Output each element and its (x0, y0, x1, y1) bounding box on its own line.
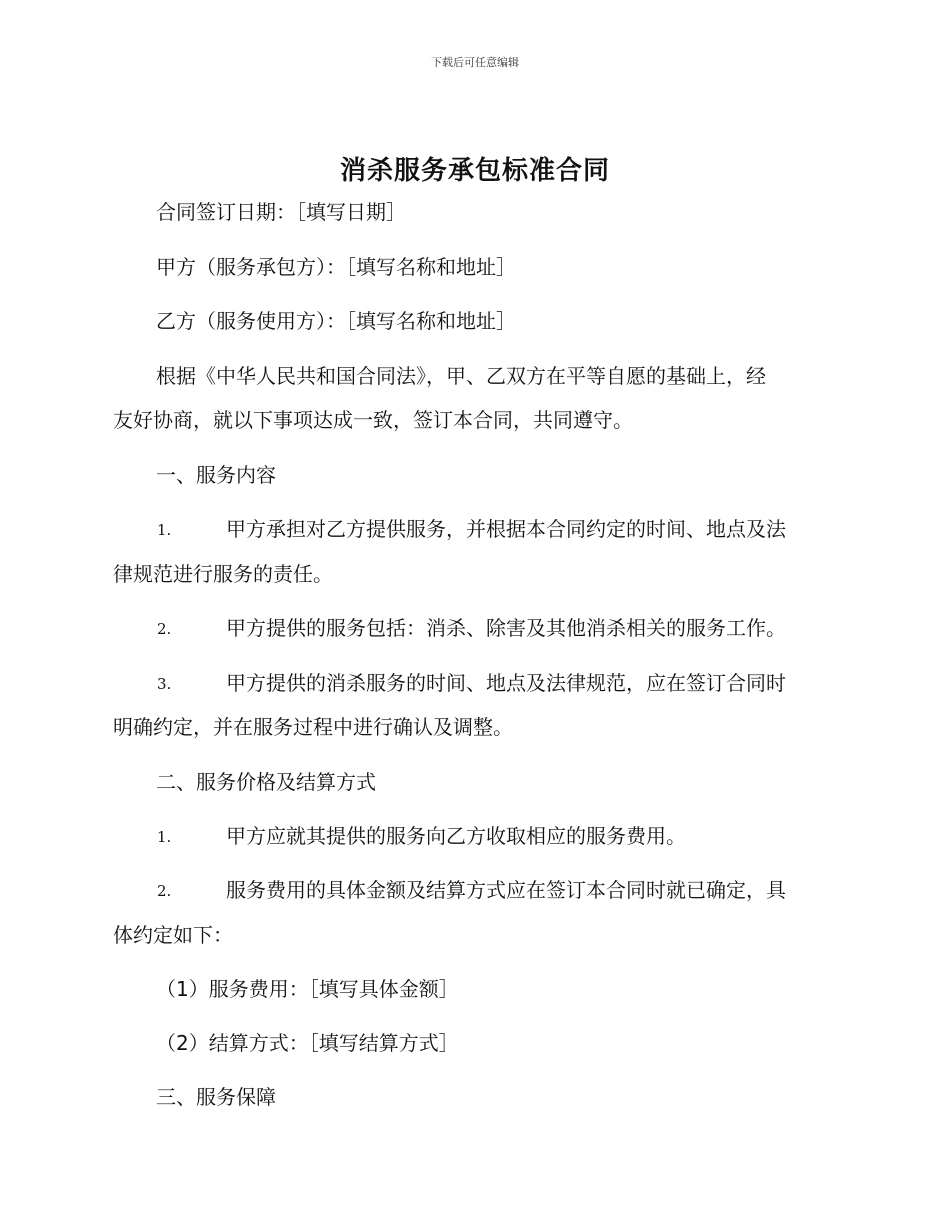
sign-date-line: 合同签订日期：［填写日期］ (156, 200, 406, 224)
preamble-line-1: 根据《中华人民共和国合同法》，甲、乙双方在平等自愿的基础上，经 (156, 364, 766, 388)
section2-heading: 二、服务价格及结算方式 (156, 770, 376, 794)
section1-item3-line-1: 甲方提供的消杀服务的时间、地点及法律规范，应在签订合同时 (226, 671, 786, 695)
section1-item1-number: 1. (157, 521, 172, 539)
section2-item2-line-2: 体约定如下： (113, 923, 233, 947)
section3-heading: 三、服务保障 (156, 1085, 276, 1109)
party-a-line: 甲方（服务承包方）：［填写名称和地址］ (156, 255, 516, 279)
section2-item2-line-1: 服务费用的具体金额及结算方式应在签订本合同时就已确定，具 (226, 878, 786, 902)
section1-item3-line-2: 明确约定，并在服务过程中进行确认及调整。 (113, 715, 513, 739)
section2-item1-line-1: 甲方应就其提供的服务向乙方收取相应的服务费用。 (226, 824, 686, 848)
document-title: 消杀服务承包标准合同 (339, 156, 610, 186)
section1-item1-line-1: 甲方承担对乙方提供服务，并根据本合同约定的时间、地点及法 (226, 517, 786, 541)
section1-heading: 一、服务内容 (156, 463, 276, 487)
header-note: 下载后可任意编辑 (431, 56, 519, 69)
section1-item1-line-2: 律规范进行服务的责任。 (113, 562, 333, 586)
section2-item1-number: 1. (157, 828, 172, 846)
section2-sub1: （1）服务费用：［填写具体金额］ (156, 977, 459, 1001)
section2-item2-number: 2. (157, 882, 172, 900)
section1-item3-number: 3. (157, 675, 172, 693)
section2-sub2: （2）结算方式：［填写结算方式］ (156, 1031, 459, 1055)
party-b-line: 乙方（服务使用方）：［填写名称和地址］ (156, 309, 516, 333)
section1-item2-number: 2. (157, 620, 172, 638)
section1-item2-line-1: 甲方提供的服务包括：消杀、除害及其他消杀相关的服务工作。 (226, 616, 786, 640)
preamble-line-2: 友好协商，就以下事项达成一致，签订本合同，共同遵守。 (113, 408, 633, 432)
